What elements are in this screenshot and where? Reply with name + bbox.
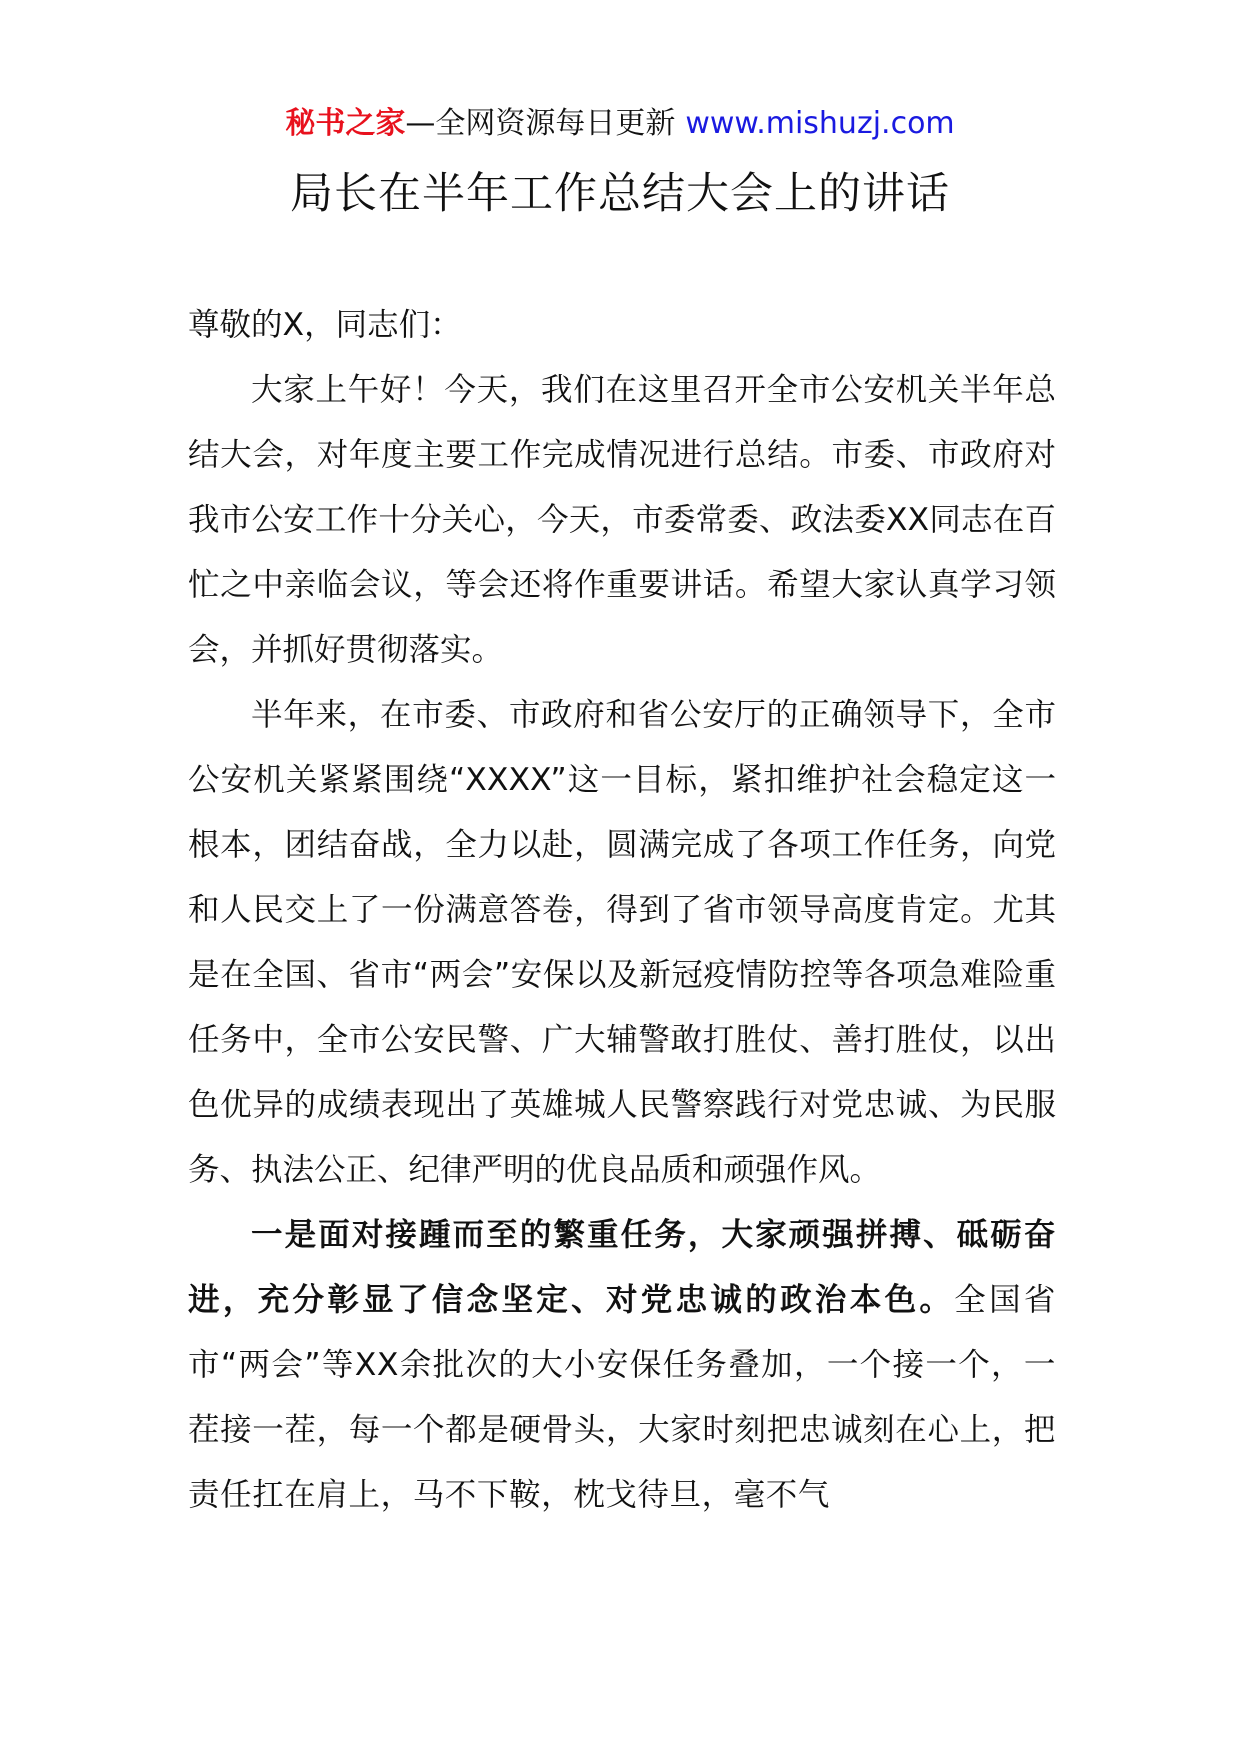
site-url-link[interactable]: www.mishuzj.com xyxy=(685,106,955,141)
paragraph-point-one xyxy=(188,1203,1056,1528)
site-brand: 秘书之家 xyxy=(285,106,406,141)
paragraph: 半年来，在市委、市政府和省公安厅的正确领导下，全市公安机关紧紧围绕“XXXX”这一目标，紧扣维护社会稳定这一根本，团结奋战，全力以赴，圆满完成了各项工作任务，向党和人民交上了一份满意答卷，得到了省市领导高度肯定。尤其是在全国、省市“两会”安保以及新冠疫情防控等各项急难险重任务中，全市公安民警、广大辅警敢打胜仗、善打胜仗，以出色优异的成绩表现出了英雄城人民警察践行对党忠诚、为民服务、执法公正、纪律严明的优良品质和顽强作风。 xyxy=(188,697,1056,1188)
document-title: 局长在半年工作总结大会上的讲话 xyxy=(290,169,950,219)
point-one-text: 全国省市“两会”等XX余批次的大小安保任务叠加，一个接一个，一茬接一茬，每一个都是硬骨头，大家时刻把忠诚刻在心上，把责任扛在肩上，马不下鞍，枕戈待旦，毫不气 xyxy=(188,1282,1056,1513)
site-header xyxy=(0,100,1240,148)
greeting-line: 尊敬的X，同志们： xyxy=(188,307,462,343)
site-slogan: —全网资源每日更新 xyxy=(405,106,676,141)
point-one-lead: 一是面对接踵而至的繁重任务，大家顽强拼搏、砥砺奋进，充分彰显了信念坚定、对党忠诚的政治本色。 xyxy=(188,1217,1056,1318)
paragraph: 大家上午好！今天，我们在这里召开全市公安机关半年总结大会，对年度主要工作完成情况进行总结。市委、市政府对我市公安工作十分关心，今天，市委常委、政法委XX同志在百忙之中亲临会议，等会还将作重要讲话。希望大家认真学习领会，并抓好贯彻落实。 xyxy=(188,372,1056,668)
document-body xyxy=(188,293,1056,1528)
